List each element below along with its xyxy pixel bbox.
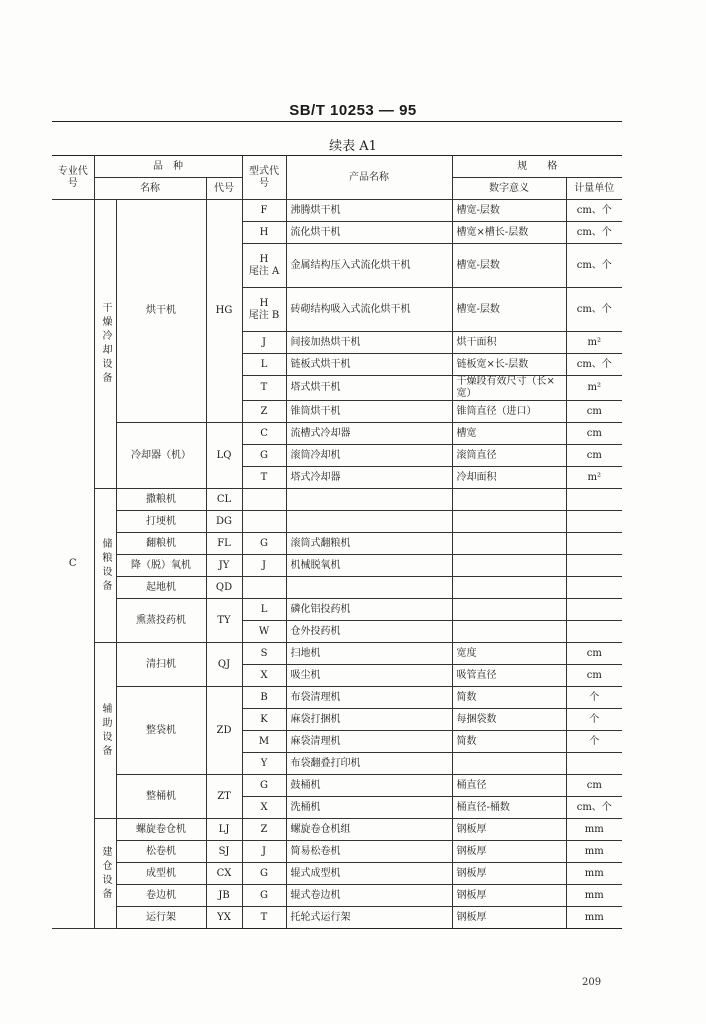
type-code: G [260, 449, 269, 461]
spec-meaning-cell: 干燥段有效尺寸（长×宽） [452, 376, 566, 401]
product-name-cell: 仓外投药机 [286, 621, 452, 643]
spec-meaning-cell: 钢板厚 [452, 863, 566, 885]
product-name-cell: 砖砌结构吸入式流化烘干机 [286, 288, 452, 332]
header-spec-unit: 计量单位 [566, 178, 622, 200]
spec-unit-cell: mm [566, 863, 622, 885]
variety-name-cell: 螺旋卷仓机 [116, 819, 206, 841]
table-row [52, 511, 622, 533]
product-name-cell: 流槽式冷却器 [286, 423, 452, 445]
variety-code-cell: LQ [206, 423, 242, 489]
product-name-cell: 磷化铝投药机 [286, 599, 452, 621]
header-type-code: 型式代号 [242, 156, 286, 200]
spec-meaning-cell [452, 511, 566, 533]
product-name-cell: 麻袋清理机 [286, 731, 452, 753]
variety-name-cell: 整桶机 [116, 775, 206, 819]
product-name-cell: 鼓桶机 [286, 775, 452, 797]
spec-unit-cell [566, 621, 622, 643]
variety-code-cell: YX [206, 907, 242, 929]
spec-meaning-cell: 钢板厚 [452, 907, 566, 929]
product-name-cell: 布袋清理机 [286, 687, 452, 709]
type-code: L [260, 603, 268, 615]
type-code-cell [242, 555, 286, 577]
type-code: K [260, 713, 268, 725]
product-name-cell: 间接加热烘干机 [286, 332, 452, 354]
spec-meaning-cell: 宽度 [452, 643, 566, 665]
type-code-cell [242, 222, 286, 244]
product-name-cell [286, 577, 452, 599]
spec-unit-cell: cm [566, 643, 622, 665]
category-cell: 辅助设备 [94, 643, 116, 819]
type-code-cell [242, 665, 286, 687]
type-code: T [260, 471, 268, 483]
type-code: G [260, 537, 269, 549]
type-code-cell [242, 885, 286, 907]
type-code: X [260, 801, 268, 813]
product-name-cell: 麻袋打捆机 [286, 709, 452, 731]
table-row [52, 489, 622, 511]
spec-meaning-cell: 吸管直径 [452, 665, 566, 687]
table-row [52, 841, 622, 863]
type-code: H [259, 226, 269, 238]
spec-meaning-cell [452, 621, 566, 643]
type-code: B [260, 691, 268, 703]
type-code-cell [242, 907, 286, 929]
spec-unit-cell [566, 599, 622, 621]
type-code-cell [242, 709, 286, 731]
table-row [52, 819, 622, 841]
variety-name-cell: 冷却器（机） [116, 423, 206, 489]
type-code-cell [242, 445, 286, 467]
spec-meaning-cell: 冷却面积 [452, 467, 566, 489]
spec-unit-cell: m² [566, 376, 622, 401]
variety-name-cell: 熏蒸投药机 [116, 599, 206, 643]
spec-unit-cell: cm、个 [566, 200, 622, 222]
variety-code-cell: QJ [206, 643, 242, 687]
table-row [52, 907, 622, 929]
variety-code-cell: LJ [206, 819, 242, 841]
product-name-cell: 链板式烘干机 [286, 354, 452, 376]
category-cell: 干燥冷却设备 [94, 200, 116, 489]
type-code-cell [242, 599, 286, 621]
type-code-cell [242, 731, 286, 753]
variety-code-cell: ZT [206, 775, 242, 819]
type-code: J [262, 559, 267, 571]
variety-code-cell: JY [206, 555, 242, 577]
type-code-cell [242, 577, 286, 599]
spec-meaning-cell: 简数 [452, 687, 566, 709]
type-code-cell [242, 200, 286, 222]
type-code-cell [242, 797, 286, 819]
product-name-cell: 托轮式运行架 [286, 907, 452, 929]
variety-name-cell: 撒粮机 [116, 489, 206, 511]
header-variety-code: 代号 [206, 178, 242, 200]
variety-code-cell: TY [206, 599, 242, 643]
type-note: 尾注 A [248, 265, 280, 277]
spec-unit-cell: cm [566, 401, 622, 423]
spec-unit-cell: mm [566, 841, 622, 863]
variety-code-cell: CX [206, 863, 242, 885]
spec-unit-cell: m² [566, 467, 622, 489]
variety-name-cell: 烘干机 [116, 200, 206, 423]
variety-name-cell: 松卷机 [116, 841, 206, 863]
product-name-cell: 洗桶机 [286, 797, 452, 819]
variety-name-cell: 清扫机 [116, 643, 206, 687]
type-code: J [262, 845, 267, 857]
type-code: G [260, 867, 269, 879]
product-name-cell: 金属结构压入式流化烘干机 [286, 244, 452, 288]
type-code: H [259, 297, 269, 309]
spec-meaning-cell: 槽宽 [452, 423, 566, 445]
variety-code-cell: ZD [206, 687, 242, 775]
variety-code-cell: HG [206, 200, 242, 423]
product-name-cell: 螺旋卷仓机组 [286, 819, 452, 841]
spec-unit-cell: cm [566, 775, 622, 797]
product-name-cell: 辊式卷边机 [286, 885, 452, 907]
spec-unit-cell: cm、个 [566, 797, 622, 819]
table-row [52, 555, 622, 577]
header-product-name: 产品名称 [286, 156, 452, 200]
product-name-cell [286, 489, 452, 511]
standard-code: SB/T 10253 — 95 [289, 102, 417, 119]
spec-meaning-cell: 锥筒直径（进口） [452, 401, 566, 423]
variety-code-cell: CL [206, 489, 242, 511]
type-code-cell [242, 423, 286, 445]
category-cell: 建仓设备 [94, 819, 116, 929]
spec-unit-cell [566, 511, 622, 533]
spec-meaning-cell [452, 489, 566, 511]
spec-unit-cell: 个 [566, 687, 622, 709]
spec-meaning-cell: 链板宽×长-层数 [452, 354, 566, 376]
type-code-cell [242, 533, 286, 555]
spec-unit-cell: m² [566, 332, 622, 354]
spec-unit-cell: 个 [566, 731, 622, 753]
product-name-cell: 布袋翻叠打印机 [286, 753, 452, 775]
type-code: C [260, 427, 268, 439]
spec-meaning-cell [452, 555, 566, 577]
spec-unit-cell: cm [566, 423, 622, 445]
type-code: W [258, 625, 270, 637]
type-code: J [262, 336, 267, 348]
product-name-cell [286, 511, 452, 533]
header-rule [52, 121, 622, 122]
spec-meaning-cell [452, 753, 566, 775]
spec-meaning-cell: 钢板厚 [452, 885, 566, 907]
table-row [52, 643, 622, 665]
spec-unit-cell: cm、个 [566, 244, 622, 288]
type-code: T [260, 382, 268, 393]
spec-meaning-cell: 槽宽-层数 [452, 200, 566, 222]
table-row [52, 863, 622, 885]
spec-unit-cell: cm、个 [566, 222, 622, 244]
type-code-cell [242, 489, 286, 511]
variety-code-cell: QD [206, 577, 242, 599]
type-code-cell [242, 376, 286, 401]
table-body [52, 200, 622, 929]
type-code: S [260, 647, 268, 659]
table-caption: 续表 A1 [329, 139, 377, 154]
type-code-cell [242, 775, 286, 797]
product-name-cell: 简易松卷机 [286, 841, 452, 863]
spec-meaning-cell [452, 577, 566, 599]
type-code-cell [242, 819, 286, 841]
table-row [52, 200, 622, 222]
type-code: F [260, 204, 268, 216]
type-code-cell [242, 687, 286, 709]
spec-meaning-cell: 钢板厚 [452, 841, 566, 863]
spec-unit-cell: cm、个 [566, 288, 622, 332]
type-code: Z [260, 823, 268, 835]
variety-name-cell: 运行架 [116, 907, 206, 929]
spec-unit-cell: cm [566, 665, 622, 687]
type-code-cell [242, 511, 286, 533]
spec-unit-cell: mm [566, 885, 622, 907]
table-row [52, 775, 622, 797]
variety-name-cell: 成型机 [116, 863, 206, 885]
spec-meaning-cell: 槽宽-层数 [452, 288, 566, 332]
variety-name-cell: 降（脱）氧机 [116, 555, 206, 577]
table-row [52, 885, 622, 907]
table-row [52, 577, 622, 599]
type-code: Y [260, 757, 268, 769]
product-name-cell: 机械脱氧机 [286, 555, 452, 577]
spec-unit-cell [566, 577, 622, 599]
type-code: G [260, 889, 269, 901]
type-code-cell [242, 288, 286, 332]
product-name-cell: 辊式成型机 [286, 863, 452, 885]
product-name-cell: 吸尘机 [286, 665, 452, 687]
header-spec: 规 格 [452, 156, 622, 178]
spec-unit-cell: 个 [566, 709, 622, 731]
spec-meaning-cell: 桶直径-桶数 [452, 797, 566, 819]
table-row [52, 599, 622, 621]
table-row [52, 533, 622, 555]
type-code-cell [242, 354, 286, 376]
spec-meaning-cell [452, 599, 566, 621]
variety-name-cell: 翻粮机 [116, 533, 206, 555]
product-name-cell: 塔式烘干机 [286, 376, 452, 401]
product-name-cell: 扫地机 [286, 643, 452, 665]
type-code-cell [242, 643, 286, 665]
variety-code-cell: DG [206, 511, 242, 533]
type-code-cell [242, 841, 286, 863]
spec-meaning-cell [452, 533, 566, 555]
spec-meaning-cell: 槽宽-层数 [452, 244, 566, 288]
type-code-cell [242, 467, 286, 489]
product-name-cell: 流化烘干机 [286, 222, 452, 244]
type-code-cell [242, 863, 286, 885]
table-row [52, 687, 622, 709]
variety-code-cell: FL [206, 533, 242, 555]
spec-unit-cell [566, 753, 622, 775]
type-code: G [260, 779, 269, 791]
spec-meaning-cell: 桶直径 [452, 775, 566, 797]
type-code-cell [242, 753, 286, 775]
spec-table [52, 155, 622, 929]
variety-code-cell: SJ [206, 841, 242, 863]
header-major-code: 专业代号 [52, 156, 94, 200]
product-name-cell: 塔式冷却器 [286, 467, 452, 489]
type-code: H [259, 253, 269, 265]
header-variety: 品 种 [94, 156, 242, 178]
spec-meaning-cell: 烘干面积 [452, 332, 566, 354]
variety-name-cell: 起地机 [116, 577, 206, 599]
product-name-cell: 滚筒式翻粮机 [286, 533, 452, 555]
page-number: 209 [582, 977, 602, 988]
type-note: 尾注 B [248, 309, 280, 321]
table-row [52, 423, 622, 445]
spec-unit-cell [566, 489, 622, 511]
spec-meaning-cell: 钢板厚 [452, 819, 566, 841]
spec-meaning-cell: 每捆袋数 [452, 709, 566, 731]
type-code: M [258, 735, 270, 747]
type-code: L [260, 358, 268, 370]
type-code-cell [242, 332, 286, 354]
spec-meaning-cell: 简数 [452, 731, 566, 753]
variety-code-cell: JB [206, 885, 242, 907]
spec-unit-cell [566, 555, 622, 577]
product-name-cell: 锥筒烘干机 [286, 401, 452, 423]
type-code: Z [260, 405, 268, 417]
spec-unit-cell: mm [566, 907, 622, 929]
variety-name-cell: 卷边机 [116, 885, 206, 907]
spec-unit-cell: cm、个 [566, 354, 622, 376]
type-code-cell [242, 401, 286, 423]
spec-unit-cell [566, 533, 622, 555]
category-cell: 储粮设备 [94, 489, 116, 643]
spec-unit-cell: mm [566, 819, 622, 841]
major-code-cell: C [52, 200, 94, 929]
type-code: T [260, 911, 268, 923]
header-variety-name: 名称 [94, 178, 206, 200]
variety-name-cell: 打埂机 [116, 511, 206, 533]
variety-name-cell: 整袋机 [116, 687, 206, 775]
type-code-cell [242, 244, 286, 288]
header-spec-meaning: 数字意义 [452, 178, 566, 200]
product-name-cell: 沸腾烘干机 [286, 200, 452, 222]
product-name-cell: 滚筒冷却机 [286, 445, 452, 467]
spec-unit-cell: cm [566, 445, 622, 467]
spec-meaning-cell: 滚筒直径 [452, 445, 566, 467]
type-code-cell [242, 621, 286, 643]
spec-meaning-cell: 槽宽×槽长-层数 [452, 222, 566, 244]
type-code: X [260, 669, 268, 681]
